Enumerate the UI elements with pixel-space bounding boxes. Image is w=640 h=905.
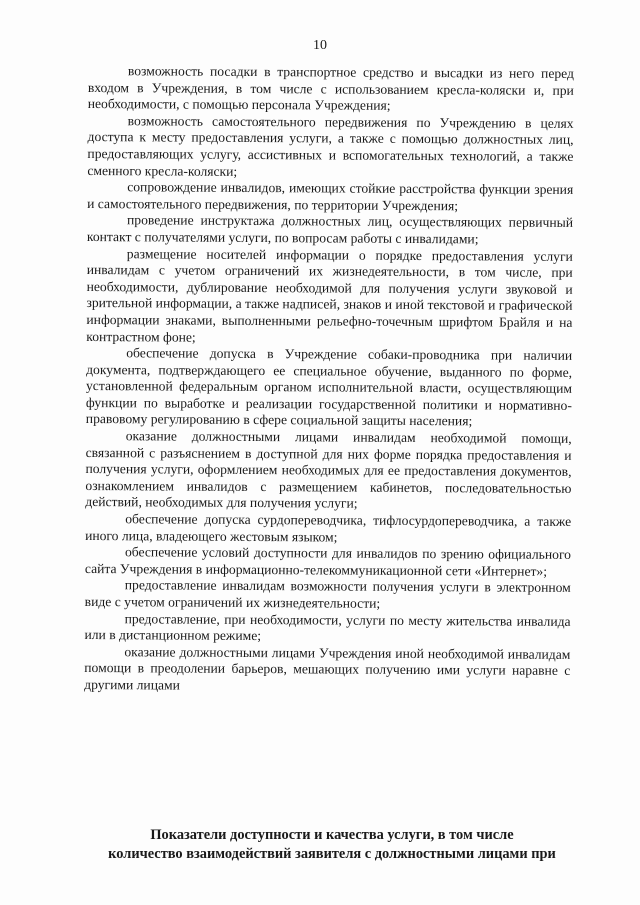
paragraph-website-accessibility: обеспечение условий доступности для инвалидов по зрению официального сайта Учреждения в информационно-телекоммуникационной сети «Интернет»;	[84, 544, 572, 579]
paragraph-remote-service: предоставление, при необходимости, услуги по месту жительства инвалида или в дистанционном режиме;	[84, 610, 571, 644]
paragraph-information-placement: размещение носителей информации о порядке предоставления услуги инвалидам с учетом ограничений их жизнедеятельности, в том числе, при необходимости, дублирование необходимой для получения услуги звуковой и зрительной информации, а также надписей, знаков и иной текстовой и графической информации знаками, выполненными рельефно-точечным шрифтом Брайля и на контрастном фоне;	[86, 245, 573, 345]
paragraph-staff-briefing: проведение инструктажа должностных лиц, осуществляющих первичный контакт с получателями услуги, по вопросам работы с инвалидами;	[86, 212, 574, 247]
section-heading-line-2: количество взаимодействий заявителя с должностными лицами при	[108, 846, 556, 862]
section-heading-line-1: Показатели доступности и качества услуги, в том числе	[150, 827, 514, 843]
paragraph-electronic-service: предоставление инвалидам возможности получения услуги в электронном виде с учетом ограничений их жизнедеятельности;	[84, 577, 571, 611]
paragraph-other-assistance: оказание должностными лицами Учреждения иной необходимой инвалидам помощи в преодолении барьеров, мешающих получению ими услуги наравне с другими лицами	[84, 644, 571, 693]
section-heading	[84, 826, 580, 864]
paragraph-escort: сопровождение инвалидов, имеющих стойкие расстройства функции зрения и самостоятельного передвижения, по территории Учреждения;	[87, 179, 574, 214]
paragraph-guide-dog: обеспечение допуска в Учреждение собаки-проводника при наличии документа, подтверждающего ее специальное обучение, выданного по форме, установленной федеральным органом исполнительной власти, осуществляющим функции по выработке и реализации государственной политики и нормативно-правовому регулированию в сфере социальной защиты населения;	[85, 345, 573, 429]
paragraph-independent-movement: возможность самостоятельного передвижения по Учреждению в целях доступа к месту предоставления услуги, а также с помощью должностных лиц, предоставляющих услугу, ассистивных и вспомогательных технологий, а также сменного кресла-коляски;	[87, 113, 574, 179]
body-text	[84, 63, 574, 697]
paragraph-staff-assistance: оказание должностными лицами инвалидам необходимой помощи, связанной с разъяснением в доступной для них форме порядка предоставления и получения услуги, оформлением необходимых для ее предоставления документов, ознакомлением инвалидов с размещением кабинетов, последовательностью действий, необходимых для получения услуги;	[85, 428, 572, 512]
page-number: 10	[313, 38, 327, 53]
paragraph-boarding-vehicle: возможность посадки в транспортное средство и высадки из него перед входом в Учреждения, в том числе с использованием кресла-коляски и, при необходимости, с помощью персонала Учреждения;	[87, 63, 574, 114]
paragraph-sign-interpreter: обеспечение допуска сурдопереводчика, тифлосурдопереводчика, а также иного лица, владеющего жестовым языком;	[85, 511, 572, 545]
